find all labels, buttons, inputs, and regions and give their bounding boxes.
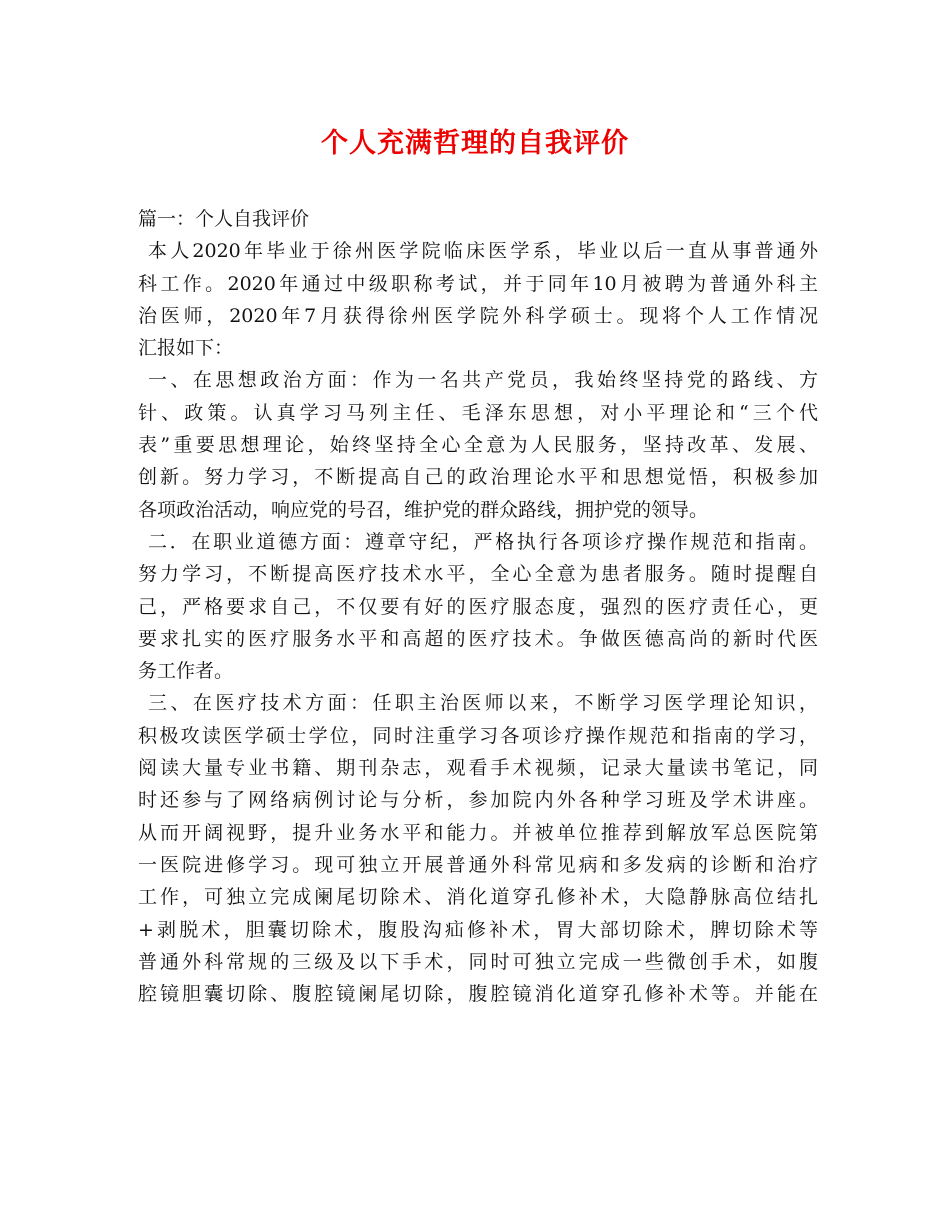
body-line: 本人2020年毕业于徐州医学院临床医学系，毕业以后一直从事普通外 [148, 240, 818, 263]
body-line: 创新。努力学习，不断提高自己的政治理论水平和思想觉悟，积极参加 [138, 466, 818, 489]
body-line: 积极攻读医学硕士学位，同时注重学习各项诊疗操作规范和指南的学习， [138, 724, 818, 747]
body-line: 时还参与了网络病例讨论与分析，参加院内外各种学习班及学术讲座。 [138, 789, 818, 812]
body-line: 篇一：个人自我评价 [138, 208, 310, 230]
body-line: 己，严格要求自己，不仅要有好的医疗服态度，强烈的医疗责任心，更 [138, 595, 818, 618]
body-line: 一医院进修学习。现可独立开展普通外科常见病和多发病的诊断和治疗 [138, 853, 818, 876]
body-line: 阅读大量专业书籍、期刊杂志，观看手术视频，记录大量读书笔记，同 [138, 757, 818, 780]
body-line: 工作，可独立完成阑尾切除术、消化道穿孔修补术，大隐静脉高位结扎 [138, 886, 818, 909]
body-line: 二．在职业道德方面：遵章守纪，严格执行各项诊疗操作规范和指南。 [148, 530, 818, 553]
body-line: 务工作者。 [138, 660, 234, 683]
body-line: 从而开阔视野，提升业务水平和能力。并被单位推荐到解放军总医院第 [138, 821, 818, 844]
body-line: 腔镜胆囊切除、腹腔镜阑尾切除，腹腔镜消化道穿孔修补术等。并能在 [138, 983, 818, 1006]
document-body [138, 203, 818, 1010]
body-line: 表”重要思想理论，始终坚持全心全意为人民服务，坚持改革、发展、 [138, 434, 818, 457]
body-line: 各项政治活动，响应党的号召，维护党的群众路线，拥护党的领导。 [138, 498, 709, 521]
body-line: 普通外科常规的三级及以下手术，同时可独立完成一些微创手术，如腹 [138, 950, 818, 973]
document-title: 个人充满哲理的自我评价 [321, 128, 629, 159]
body-line: 一、在思想政治方面：作为一名共产党员，我始终坚持党的路线、方 [148, 369, 818, 392]
body-line: 治医师，2020年7月获得徐州医学院外科学硕士。现将个人工作情况 [138, 304, 818, 327]
body-line: +剥脱术，胆囊切除术，腹股沟疝修补术，胃大部切除术，脾切除术等 [138, 918, 818, 941]
body-line: 汇报如下： [138, 337, 234, 360]
body-line: 科工作。2020年通过中级职称考试，并于同年10月被聘为普通外科主 [138, 272, 818, 295]
body-line: 三、在医疗技术方面：任职主治医师以来，不断学习医学理论知识， [148, 692, 818, 715]
body-line: 要求扎实的医疗服务水平和高超的医疗技术。争做医德高尚的新时代医 [138, 627, 818, 650]
body-line: 努力学习，不断提高医疗技术水平，全心全意为患者服务。随时提醒自 [138, 563, 818, 586]
body-line: 针、政策。认真学习马列主任、毛泽东思想，对小平理论和“三个代 [138, 401, 818, 424]
